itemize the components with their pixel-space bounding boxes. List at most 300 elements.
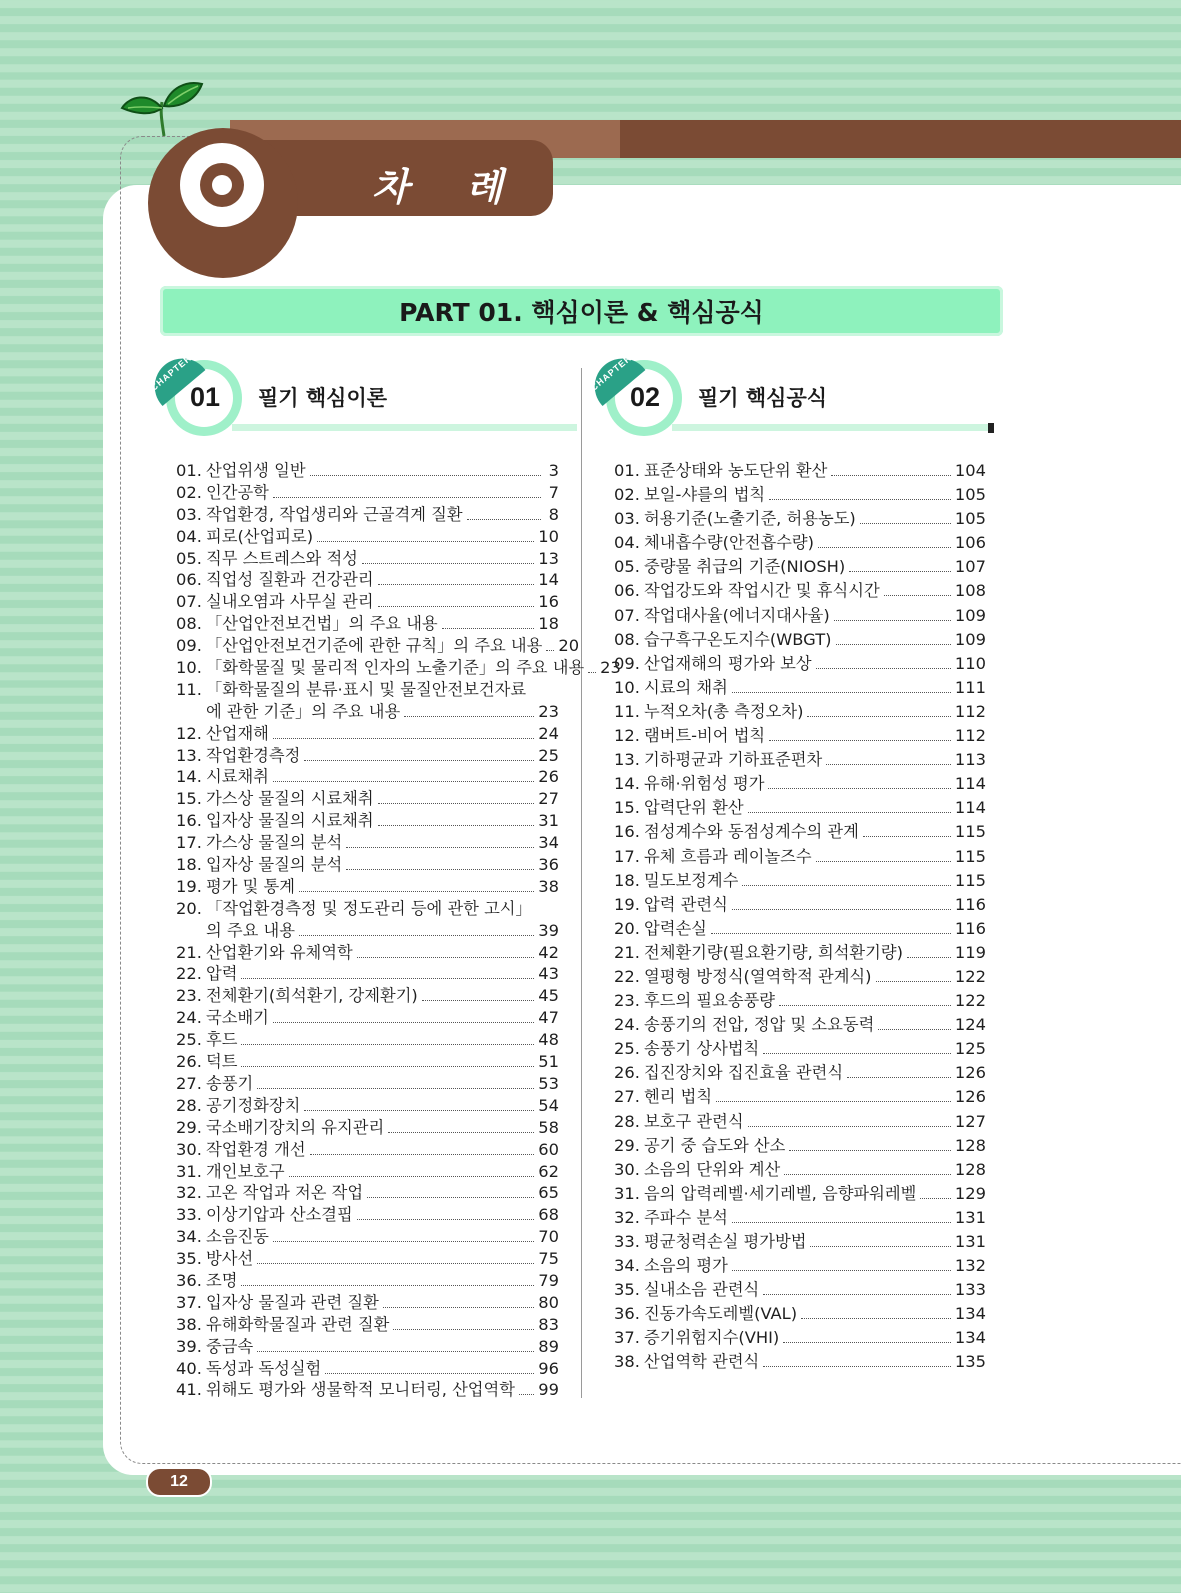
- toc-item[interactable]: [176, 982, 559, 1004]
- toc-item[interactable]: [614, 843, 986, 867]
- toc-item-title: 「작업환경측정 및 정도관리 등에 관한 고시」: [206, 898, 532, 918]
- toc-item-title: 점성계수와 동점성계수의 관계: [644, 822, 859, 842]
- toc-item-page: 27: [538, 789, 559, 809]
- dot-leader: [779, 1005, 951, 1006]
- toc-item[interactable]: [176, 654, 621, 678]
- dot-leader: [860, 523, 951, 524]
- dot-leader: [769, 740, 951, 741]
- toc-item[interactable]: [176, 698, 559, 720]
- toc-chapter-2: [614, 457, 986, 1373]
- toc-item-title: 송풍기의 전압, 정압 및 소요동력: [644, 1015, 875, 1035]
- dot-leader: [863, 836, 951, 837]
- toc-item-number: 25.: [176, 1030, 202, 1050]
- toc-item-title: 소음진동: [206, 1227, 269, 1247]
- toc-item[interactable]: [176, 763, 559, 785]
- toc-item[interactable]: [614, 1083, 986, 1107]
- toc-item-number: 19.: [614, 894, 640, 914]
- toc-item-title: 표준상태와 농도단위 환산: [644, 461, 828, 480]
- toc-item-number: 32.: [614, 1207, 640, 1227]
- dot-leader: [299, 935, 534, 936]
- toc-item-page: 115: [954, 846, 986, 866]
- toc-item-page: 45: [538, 986, 559, 1006]
- header-bar: [620, 120, 1181, 158]
- toc-item-title: 방사선: [206, 1249, 254, 1269]
- toc-item[interactable]: [614, 481, 986, 505]
- toc-item[interactable]: [176, 1311, 559, 1333]
- toc-item[interactable]: [614, 1011, 986, 1035]
- toc-item-title: 산업역학 관련식: [644, 1352, 760, 1372]
- toc-item[interactable]: [614, 674, 986, 698]
- toc-item-page: 70: [538, 1227, 559, 1247]
- toc-item-page: 54: [538, 1095, 559, 1115]
- toc-item-number: 32.: [176, 1183, 202, 1203]
- toc-item-title: 직업성 질환과 건강관리: [206, 570, 374, 590]
- dot-leader: [907, 957, 951, 958]
- dot-leader: [834, 620, 951, 621]
- toc-item-title: 진동가속도레벨(VAL): [644, 1304, 798, 1324]
- toc-item[interactable]: [176, 720, 559, 742]
- toc-item-number: 21.: [176, 942, 202, 962]
- dot-leader: [378, 584, 535, 585]
- toc-item-title: 체내흡수량(안전흡수량): [644, 533, 814, 553]
- toc-item-page: 128: [954, 1159, 986, 1179]
- toc-item-number: 09.: [614, 653, 640, 673]
- page-number: 12: [146, 1467, 212, 1497]
- toc-item-page: 89: [538, 1336, 559, 1356]
- toc-item-title: 의 주요 내용: [206, 920, 295, 940]
- dot-leader: [818, 547, 951, 548]
- toc-item-number: 01.: [614, 461, 640, 480]
- toc-item-title: 개인보호구: [206, 1161, 285, 1181]
- toc-item-title: 후드: [206, 1030, 238, 1050]
- toc-item-page: 34: [538, 833, 559, 853]
- toc-item-page: 134: [954, 1328, 986, 1348]
- dot-leader: [362, 563, 534, 564]
- toc-item[interactable]: [176, 1376, 559, 1398]
- dot-leader: [878, 1029, 951, 1030]
- dot-leader: [732, 1270, 951, 1271]
- toc-item[interactable]: [614, 794, 986, 818]
- toc-item[interactable]: [614, 915, 986, 939]
- toc-item[interactable]: [176, 1333, 559, 1355]
- toc-item-title: 주파수 분석: [644, 1207, 728, 1227]
- toc-item[interactable]: [176, 588, 559, 610]
- toc-item[interactable]: [176, 939, 559, 961]
- toc-item[interactable]: [176, 632, 580, 656]
- dot-leader: [388, 1132, 534, 1133]
- toc-item-page: 25: [538, 745, 559, 765]
- dot-leader: [346, 869, 534, 870]
- toc-item-number: 06.: [176, 570, 202, 590]
- toc-item-number: 16.: [614, 822, 640, 842]
- toc-item-title: 작업환경 개선: [206, 1139, 306, 1159]
- toc-item[interactable]: [614, 577, 986, 601]
- toc-item-title: 열평형 방정식(열역학적 관계식): [644, 966, 872, 986]
- toc-item-page: 68: [538, 1205, 559, 1225]
- toc-item-page: 128: [954, 1135, 986, 1155]
- toc-item-number: 02.: [176, 482, 202, 502]
- toc-item-number: 26.: [614, 1063, 640, 1083]
- toc-item-page: 20: [558, 636, 580, 656]
- dot-leader: [273, 497, 541, 498]
- toc-item-title: 소음의 단위와 계산: [644, 1159, 781, 1179]
- toc-item-number: 13.: [176, 745, 202, 765]
- toc-item-number: 13.: [614, 750, 640, 770]
- toc-item-page: 115: [954, 870, 986, 890]
- toc-item[interactable]: [176, 829, 559, 851]
- toc-item[interactable]: [614, 1132, 986, 1156]
- toc-item[interactable]: [614, 746, 986, 770]
- toc-item-page: 113: [954, 750, 986, 770]
- toc-item[interactable]: [614, 626, 986, 650]
- toc-item[interactable]: [176, 1004, 559, 1026]
- toc-item[interactable]: [614, 1108, 986, 1132]
- toc-item-number: 16.: [176, 811, 202, 831]
- dot-leader: [357, 1219, 535, 1220]
- toc-item[interactable]: [614, 963, 986, 987]
- toc-item-title: 공기 중 습도와 산소: [644, 1135, 786, 1155]
- dot-leader: [769, 499, 951, 500]
- toc-item[interactable]: [614, 1156, 986, 1180]
- toc-item-page: 23: [538, 701, 559, 721]
- dot-leader: [404, 716, 534, 717]
- toc-item-page: 58: [538, 1117, 559, 1137]
- toc-item-number: 15.: [176, 789, 202, 809]
- toc-item[interactable]: [176, 545, 559, 567]
- toc-item-page: 51: [538, 1052, 559, 1072]
- toc-item-page: 99: [538, 1380, 559, 1400]
- toc-item[interactable]: [176, 1026, 559, 1048]
- toc-item-number: 10.: [176, 658, 202, 678]
- dot-leader: [519, 1394, 534, 1395]
- toc-item-number: 33.: [176, 1205, 202, 1225]
- dot-leader: [789, 1150, 951, 1151]
- toc-item-number: 11.: [614, 701, 640, 721]
- toc-item-title: 「화학물질 및 물리적 인자의 노출기준」의 주요 내용: [206, 658, 585, 678]
- toc-item-number: 18.: [176, 855, 202, 875]
- dot-leader: [304, 760, 534, 761]
- dot-leader: [763, 1053, 951, 1054]
- toc-item-page: 134: [954, 1304, 986, 1324]
- toc-item-number: 24.: [614, 1015, 640, 1035]
- toc-item-number: 26.: [176, 1052, 202, 1072]
- toc-item-number: 18.: [614, 870, 640, 890]
- toc-item[interactable]: [614, 1180, 986, 1204]
- toc-item-title: 압력: [206, 964, 238, 984]
- dot-leader: [257, 1351, 534, 1352]
- toc-item[interactable]: [176, 895, 559, 917]
- toc-item-number: 34.: [176, 1227, 202, 1247]
- dot-leader: [273, 738, 534, 739]
- toc-item-title: 전체환기량(필요환기량, 희석환기량): [644, 942, 903, 962]
- toc-item[interactable]: [614, 1252, 986, 1276]
- toc-item[interactable]: [614, 602, 986, 626]
- toc-item[interactable]: [176, 873, 559, 895]
- toc-item-page: 18: [538, 614, 559, 634]
- toc-item-number: 30.: [614, 1159, 640, 1179]
- toc-item[interactable]: [614, 867, 986, 891]
- toc-item-number: 36.: [614, 1304, 640, 1324]
- toc-item-title: 증기위험지수(VHI): [644, 1328, 780, 1348]
- toc-item[interactable]: [614, 939, 986, 963]
- toc-item[interactable]: [614, 1300, 986, 1324]
- toc-item[interactable]: [614, 770, 986, 794]
- toc-item-page: 31: [538, 811, 559, 831]
- dot-leader: [732, 909, 951, 910]
- toc-item-number: 20.: [176, 898, 202, 918]
- toc-item-number: 31.: [614, 1183, 640, 1203]
- toc-item-number: 08.: [176, 614, 202, 634]
- toc-item[interactable]: [176, 1201, 559, 1223]
- toc-item[interactable]: [176, 676, 559, 698]
- toc-item-number: 03.: [176, 504, 202, 524]
- dot-leader: [304, 1110, 534, 1111]
- toc-item-page: 124: [954, 1015, 986, 1035]
- toc-item[interactable]: [176, 1070, 559, 1092]
- toc-item-title: 압력단위 환산: [644, 798, 744, 818]
- toc-item[interactable]: [614, 1059, 986, 1083]
- toc-item-page: 43: [538, 964, 559, 984]
- chapter-1-underline: [232, 424, 577, 431]
- toc-item-number: 38.: [614, 1352, 640, 1372]
- toc-item-page: 127: [954, 1111, 986, 1131]
- toc-item[interactable]: [176, 1114, 559, 1136]
- toc-item[interactable]: [614, 818, 986, 842]
- toc-item-page: 135: [954, 1352, 986, 1372]
- toc-item[interactable]: [614, 1035, 986, 1059]
- toc-item[interactable]: [176, 1136, 559, 1158]
- dot-leader: [801, 1318, 951, 1319]
- dot-leader: [711, 933, 951, 934]
- toc-item[interactable]: [614, 722, 986, 746]
- toc-item-number: 36.: [176, 1270, 202, 1290]
- toc-item-number: 35.: [614, 1280, 640, 1300]
- dot-leader: [810, 1246, 950, 1247]
- toc-item-title: 압력손실: [644, 918, 707, 938]
- toc-item[interactable]: [176, 1245, 559, 1267]
- toc-item[interactable]: [176, 851, 559, 873]
- toc-item[interactable]: [176, 807, 559, 829]
- toc-item-page: 116: [954, 918, 986, 938]
- toc-item[interactable]: [614, 1204, 986, 1228]
- toc-item-title: 중금속: [206, 1336, 254, 1356]
- part-banner: PART 01. 핵심이론 & 핵심공식: [160, 286, 1003, 336]
- toc-item-number: 29.: [614, 1135, 640, 1155]
- toc-item-page: 7: [548, 482, 559, 502]
- toc-item-page: 65: [538, 1183, 559, 1203]
- chapter-number: 02: [629, 382, 661, 412]
- toc-item[interactable]: [614, 1228, 986, 1252]
- toc-item-page: 48: [538, 1030, 559, 1050]
- toc-item-page: 115: [954, 822, 986, 842]
- toc-item-page: 114: [954, 774, 986, 794]
- toc-item-title: 압력 관련식: [644, 894, 728, 914]
- toc-item-page: 14: [538, 570, 559, 590]
- dot-leader: [831, 475, 951, 476]
- toc-item-title: 에 관한 기준」의 주요 내용: [206, 701, 401, 721]
- toc-item-page: 42: [538, 942, 559, 962]
- toc-item-title: 산업위생 일반: [206, 461, 306, 480]
- toc-item-number: 22.: [176, 964, 202, 984]
- dot-leader: [826, 764, 951, 765]
- toc-item[interactable]: [176, 1048, 559, 1070]
- toc-item-title: 기하평균과 기하표준편차: [644, 750, 823, 770]
- toc-item[interactable]: [614, 650, 986, 674]
- dot-leader: [241, 978, 534, 979]
- toc-item-page: 10: [538, 526, 559, 546]
- toc-item-number: 03.: [614, 509, 640, 529]
- toc-item-page: 122: [954, 966, 986, 986]
- toc-item-title: 위해도 평가와 생물학적 모니터링, 산업역학: [206, 1380, 515, 1400]
- toc-item-number: 15.: [614, 798, 640, 818]
- dot-leader: [378, 803, 535, 804]
- toc-item-page: 80: [538, 1292, 559, 1312]
- toc-item-page: 96: [538, 1358, 559, 1378]
- toc-item-number: 38.: [176, 1314, 202, 1334]
- toc-item-title: 직무 스트레스와 적성: [206, 548, 358, 568]
- toc-item-page: 105: [954, 485, 986, 505]
- toc-item-number: 40.: [176, 1358, 202, 1378]
- toc-item-number: 23.: [614, 991, 640, 1011]
- toc-item-title: 산업재해의 평가와 보상: [644, 653, 812, 673]
- toc-item[interactable]: [176, 523, 559, 545]
- toc-item-title: 헨리 법칙: [644, 1087, 713, 1107]
- toc-item-number: 14.: [176, 767, 202, 787]
- toc-item[interactable]: [176, 917, 559, 939]
- dot-leader: [748, 812, 951, 813]
- dot-leader: [716, 1101, 951, 1102]
- toc-item-number: 23.: [176, 986, 202, 1006]
- toc-item-number: 14.: [614, 774, 640, 794]
- toc-item[interactable]: [614, 698, 986, 722]
- dot-leader: [807, 716, 950, 717]
- toc-item[interactable]: [614, 1348, 986, 1372]
- toc-item[interactable]: [176, 1092, 559, 1114]
- toc-item-number: 28.: [614, 1111, 640, 1131]
- toc-item[interactable]: [176, 457, 559, 479]
- dot-leader: [742, 885, 951, 886]
- toc-item-title: 송풍기 상사법칙: [644, 1039, 760, 1059]
- toc-item[interactable]: [176, 742, 559, 764]
- toc-item-title: 평균청력손실 평가방법: [644, 1232, 807, 1251]
- toc-item[interactable]: [614, 553, 986, 577]
- toc-item-number: 27.: [176, 1073, 202, 1093]
- toc-item-number: 35.: [176, 1249, 202, 1269]
- toc-item-page: 116: [954, 894, 986, 914]
- toc-item[interactable]: [614, 1324, 986, 1348]
- toc-item-number: 06.: [614, 581, 640, 601]
- toc-item-number: 04.: [614, 533, 640, 553]
- toc-item-page: 133: [954, 1280, 986, 1300]
- chapter-badge: CHAPTER: [583, 347, 645, 406]
- toc-item[interactable]: [614, 891, 986, 915]
- toc-item-title: 작업강도와 작업시간 및 휴식시간: [644, 581, 880, 601]
- dot-leader: [588, 672, 596, 673]
- toc-item-page: 107: [954, 557, 986, 577]
- toc-item-title: 가스상 물질의 분석: [206, 833, 343, 853]
- toc-item-page: 16: [538, 592, 559, 612]
- chapter-title: 필기 핵심공식: [698, 386, 828, 410]
- toc-item-number: 10.: [614, 677, 640, 697]
- toc-item-number: 12.: [614, 726, 640, 746]
- toc-item[interactable]: [176, 1158, 559, 1180]
- column-divider: [581, 368, 582, 1398]
- toc-item-number: 17.: [176, 833, 202, 853]
- toc-item-title: 「산업안전보건법」의 주요 내용: [206, 614, 438, 634]
- toc-item[interactable]: [176, 1289, 559, 1311]
- toc-item[interactable]: [614, 505, 986, 529]
- toc-item[interactable]: [176, 610, 559, 632]
- toc-item-page: 129: [954, 1183, 986, 1203]
- dot-leader: [546, 650, 554, 651]
- dot-leader: [732, 692, 951, 693]
- toc-item-page: 131: [954, 1232, 986, 1251]
- toc-item[interactable]: [176, 566, 559, 588]
- toc-item-title: 덕트: [206, 1052, 238, 1072]
- toc-item[interactable]: [176, 1179, 559, 1201]
- toc-item[interactable]: [176, 785, 559, 807]
- toc-item-number: 27.: [614, 1087, 640, 1107]
- toc-item-page: 106: [954, 533, 986, 553]
- dot-leader: [732, 1222, 951, 1223]
- toc-item-number: 31.: [176, 1161, 202, 1181]
- toc-item-page: 60: [538, 1139, 559, 1159]
- toc-item-title: 공기정화장치: [206, 1095, 301, 1115]
- toc-item-page: 105: [954, 509, 986, 529]
- dot-leader: [325, 1373, 534, 1374]
- toc-item-number: 34.: [614, 1256, 640, 1276]
- toc-item-title: 이상기압과 산소결핍: [206, 1205, 353, 1225]
- toc-item-page: 75: [538, 1249, 559, 1269]
- toc-item-page: 125: [954, 1039, 986, 1059]
- dot-leader: [816, 668, 951, 669]
- toc-item-title: 누적오차(총 측정오차): [644, 701, 804, 721]
- dot-leader: [367, 1197, 534, 1198]
- toc-item[interactable]: [614, 1276, 986, 1300]
- dot-leader: [310, 475, 541, 476]
- toc-item[interactable]: [614, 457, 986, 481]
- toc-item-number: 09.: [176, 636, 202, 656]
- toc-item[interactable]: [176, 1267, 559, 1289]
- toc-item-number: 39.: [176, 1336, 202, 1356]
- dot-leader: [273, 781, 534, 782]
- dot-leader: [784, 1174, 951, 1175]
- toc-item-number: 37.: [614, 1328, 640, 1348]
- toc-item-title: 집진장치와 집진효율 관련식: [644, 1063, 844, 1083]
- toc-item-number: 41.: [176, 1380, 202, 1400]
- logo-dot: [212, 175, 232, 195]
- toc-item-page: 79: [538, 1270, 559, 1290]
- toc-item-title: 시료채취: [206, 767, 269, 787]
- dot-leader: [847, 1077, 951, 1078]
- dot-leader: [299, 891, 534, 892]
- toc-item[interactable]: [176, 501, 559, 523]
- toc-item[interactable]: [176, 479, 559, 501]
- toc-item[interactable]: [176, 960, 559, 982]
- dot-leader: [442, 628, 535, 629]
- toc-item[interactable]: [614, 987, 986, 1011]
- toc-item-title: 음의 압력레벨·세기레벨, 음향파워레벨: [644, 1183, 917, 1203]
- toc-item[interactable]: [176, 1355, 559, 1377]
- dot-leader: [289, 1176, 535, 1177]
- toc-item-page: 114: [954, 798, 986, 818]
- toc-item-number: 22.: [614, 966, 640, 986]
- dot-leader: [317, 541, 534, 542]
- toc-item[interactable]: [614, 529, 986, 553]
- toc-item-page: 23: [600, 658, 621, 678]
- toc-item[interactable]: [176, 1223, 559, 1245]
- toc-item-number: 08.: [614, 629, 640, 649]
